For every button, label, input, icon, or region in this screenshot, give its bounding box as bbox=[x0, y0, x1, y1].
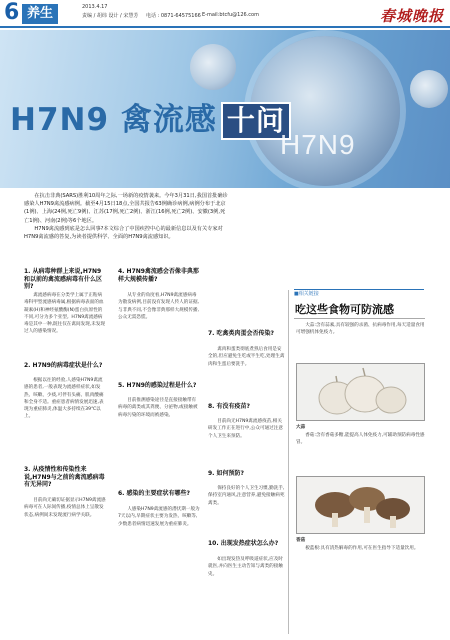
answer-text: 目前尚无H7N9禽流感疫苗,相关研发工作正在进行中,公众可通过注意个人卫生来预防。 bbox=[208, 419, 283, 439]
sidebar-section-label: ■相关链接 bbox=[294, 291, 319, 297]
column-divider bbox=[288, 290, 289, 634]
caption-label: 香菇 bbox=[296, 538, 306, 543]
lead-text: H7N9禽流感到底是怎么回事?本文综合了中国疾控中心的最新信息以及有关专家对H7N9禽流感的答复,为读者提供科学、全面的H7N9禽流感知识。 bbox=[24, 225, 223, 241]
answer-text: 禽肉和蛋类彻底煮熟后食用是安全的,但应避免生吃或半生吃,处理生禽肉和生蛋后要洗手。 bbox=[208, 347, 285, 367]
hero-banner bbox=[0, 30, 450, 188]
question-heading: 9. 如何预防? bbox=[208, 470, 245, 477]
newspaper-name: 春城晚报 bbox=[379, 7, 444, 25]
question-heading: 10. 出现发热症状怎么办? bbox=[208, 540, 279, 547]
sidebar-title: 吃这些食物可防流感 bbox=[295, 303, 394, 316]
sidebar-divider bbox=[294, 318, 425, 319]
answer-text: 人感染H7N9禽流感的潜伏期一般为7天以内,早期症状主要为发热、咳嗽等,少数患者病情迅速发展为重症肺炎。 bbox=[118, 507, 200, 527]
answer-text: 禽流感病毒在分类学上属于正粘病毒科甲型流感病毒属,根据病毒表面的血凝素(H)和神经氨酸酶(N)蛋白抗原性的不同,可分为多个亚型。H7N9禽流感病毒是其中一种,既往仅在禽间发现,未发现过人的感染情况。 bbox=[24, 293, 106, 335]
question-heading: 2. H7N9的病毒症状是什么? bbox=[24, 362, 103, 369]
question-heading: 8. 有没有疫苗? bbox=[208, 403, 251, 410]
question-heading: 5. H7N9的感染过程是什么? bbox=[118, 382, 197, 389]
title-box: 十问 bbox=[221, 102, 291, 140]
question-heading: 7. 吃禽类肉蛋会否传染? bbox=[208, 330, 275, 337]
lead-text: 在抗击非典(SARS)胜利10周年之际,一场新的疫情袭来。今年3月31日,我国首批确诊感染人H7N9禽流感病例。截至4月15日18点,全国共报告63例确诊病例,病例分布于北京(1例)、上海(24例,死亡9例)、江苏(17例,死亡2例)、浙江(16例,死亡2例)、安徽(3例,死亡1例)、河南(2例)等6个地区。 bbox=[24, 193, 228, 224]
answer-text: 目前推测感染途径是直接接触带有病毒的禽类或其粪便、分泌物,或接触被病毒污染的环境而被感染。 bbox=[118, 398, 198, 418]
answer-text: 目前尚无确切证据显示H7N9禽流感病毒可在人际间传播,疫情总体上呈散发状态,病例间未发现流行病学关联。 bbox=[24, 498, 106, 518]
question-heading: 6. 感染的主要症状有哪些? bbox=[118, 490, 191, 497]
sidebar-text: 板蓝根:具有清热解毒的作用,可在医生指导下适量饮用。 bbox=[305, 546, 419, 551]
mushroom-photo bbox=[296, 476, 425, 534]
question-heading: 3. 从疫情性和传染性来说,H7N9与之前的禽流感病毒有无异同? bbox=[24, 466, 105, 488]
question-heading: 1. 从病毒种群上来说,H7N9和以前的禽流感病毒有什么区别? bbox=[24, 268, 103, 290]
title-main: H7N9 禽流感 bbox=[10, 102, 217, 138]
page-header bbox=[0, 0, 450, 28]
date-line: 2013.4.17 bbox=[82, 4, 108, 10]
caption-label: 大蒜 bbox=[296, 425, 306, 430]
answer-text: 从专业的角度看,H7N9禽流感病毒为散发病例,目前没有发现人传人的证据,与非典不同,不会像非典那样大规模传播,公众无需恐慌。 bbox=[118, 293, 200, 320]
sidebar-text: 大蒜:含有蒜素,具有较强的杀菌、抗病毒作用,每天适量食用可增强机体免疫力。 bbox=[296, 323, 425, 336]
question-heading: 4. H7N9禽流感会否像非典那样大规模传播? bbox=[118, 268, 199, 283]
virus-image-small bbox=[190, 44, 236, 90]
page-number: 6 bbox=[4, 0, 20, 25]
answer-text: 根据以往的经验,人感染H7N9禽流感的患者,一般表现为流感样症状,如发热、咳嗽、少痰,可伴有头痛、肌肉酸痛和全身不适。重症患者病情发展迅速,表现为重症肺炎,体温大多持续在39℃以上。 bbox=[24, 378, 104, 420]
phone-line: 电话 : 0871-64575166 bbox=[146, 13, 201, 19]
lead-paragraph bbox=[24, 192, 229, 241]
section-label: 养生 bbox=[22, 4, 58, 24]
garlic-photo bbox=[296, 363, 425, 421]
sidebar-text: 香菇:含有香菇多糖,能提高人体免疫力,可辅助预防病毒性感冒。 bbox=[296, 433, 425, 446]
editor-line: 责编 / 胡纬 设计 / 宋慧芳 bbox=[82, 13, 139, 19]
virus-image-small bbox=[410, 70, 448, 108]
photo-caption bbox=[296, 537, 425, 544]
photo-caption bbox=[296, 424, 425, 431]
virus-label: H7N9 bbox=[280, 129, 356, 160]
email-line: E-mail:btcfu@126.com bbox=[202, 12, 259, 18]
answer-text: 保持良好的个人卫生习惯,勤洗手,保持室内通风,注意营养,避免接触病死禽类。 bbox=[208, 486, 285, 506]
page-title bbox=[10, 94, 291, 140]
answer-text: 如出现发热及呼吸道症状,应及时就医,并向医生主动告知与禽类的接触史。 bbox=[208, 557, 283, 577]
